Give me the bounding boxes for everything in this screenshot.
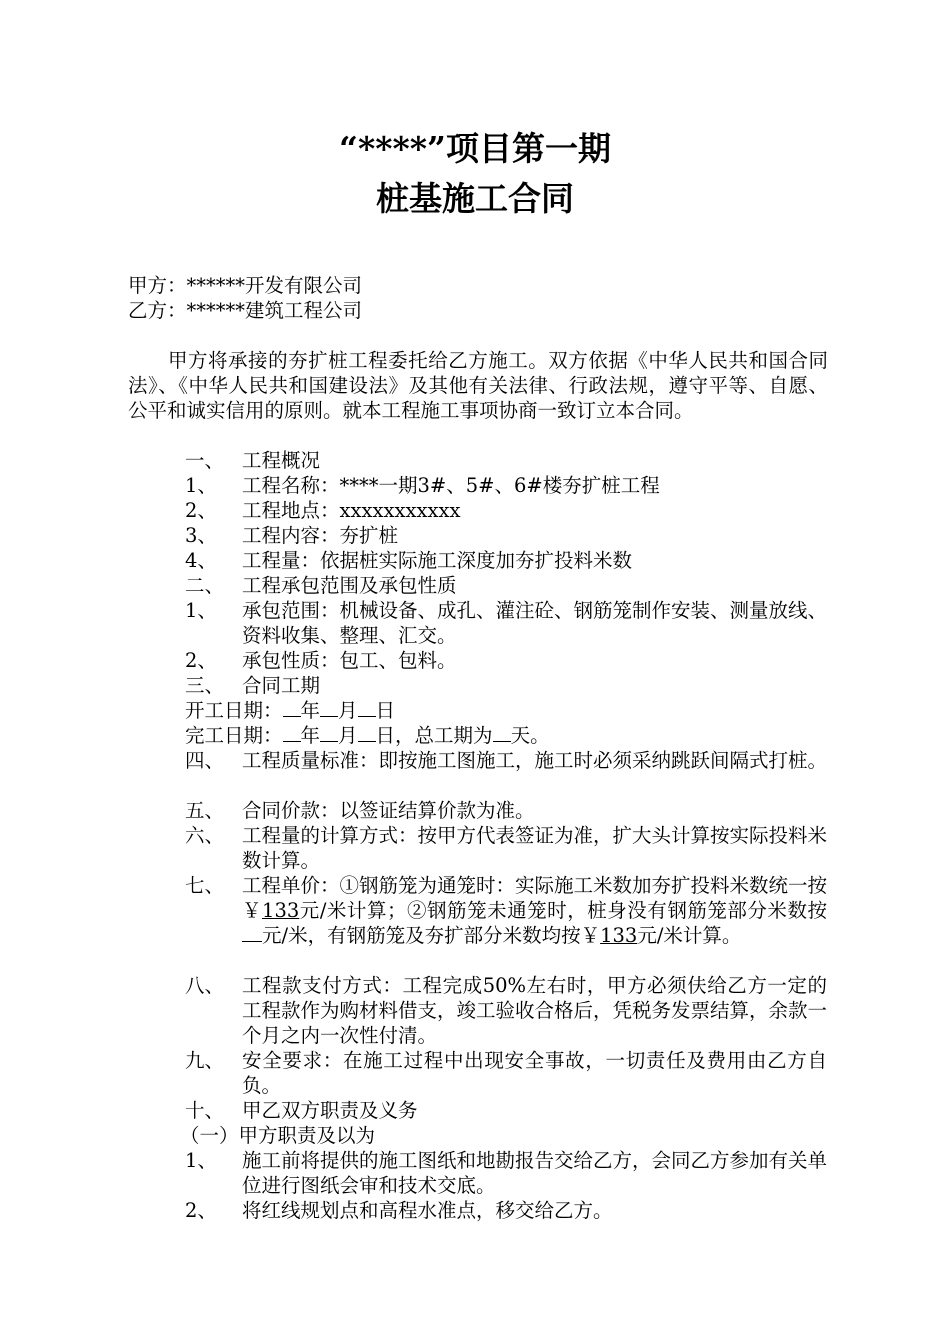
start-date-line	[185, 698, 395, 723]
month-label: 月	[338, 724, 358, 747]
days-label: 天。	[510, 724, 550, 747]
s1-item-text: 工程量：依据桩实际施工深度加夯扩投料米数	[242, 549, 633, 572]
s1-item-text: 工程名称：****一期3#、5#、6#楼夯扩桩工程	[242, 474, 660, 497]
s2-item-text: 承包范围：机械设备、成孔、灌注砼、钢筋笼制作安装、测量放线、资料收集、整理、汇交。	[242, 599, 828, 647]
unit-price-part-2: 元/米计算；②钢筋笼未通笼时，桩身没有钢筋笼部分米数按	[299, 899, 827, 922]
title-line-2: 桩基施工合同	[376, 179, 574, 218]
year-label: 年	[300, 699, 321, 722]
sub1-item-text: 将红线规划点和高程水准点，移交给乙方。	[242, 1199, 613, 1222]
end-month-blank	[320, 723, 338, 742]
subsection-1-heading: （一）甲方职责及以为	[180, 1124, 376, 1147]
sub1-item-text: 施工前将提供的施工图纸和地勘报告交给乙方，会同乙方参加有关单位进行图纸会审和技术交底。	[242, 1149, 828, 1197]
section-8-text: 工程款支付方式：工程完成50%左右时，甲方必须伕给乙方一定的工程款作为购材料借支，竣工验收合格后，凭税务发票结算，余款一个月之内一次性付清。	[242, 974, 828, 1047]
sub1-item-num: 1、	[185, 1149, 217, 1172]
section-5-text: 合同价款：以签证结算价款为准。	[242, 799, 535, 822]
unit-price-part-3: 元/米，有钢筋笼及夯扩部分米数均按￥	[262, 924, 601, 947]
section-6-num: 六、	[185, 824, 225, 847]
section-2-num: 二、	[185, 574, 225, 597]
title-line-1: “****”项目第一期	[339, 129, 611, 168]
section-10-num: 十、	[185, 1099, 225, 1122]
total-days-blank	[493, 723, 511, 742]
section-9-num: 九、	[185, 1049, 225, 1072]
section-7-text	[242, 873, 827, 948]
party-b: 乙方：******建筑工程公司	[128, 299, 363, 322]
unit-price-blank	[242, 923, 262, 942]
end-date-line	[185, 723, 550, 748]
s1-item-text: 工程地点：xxxxxxxxxxx	[242, 499, 461, 522]
month-label: 月	[338, 699, 358, 722]
year-label: 年	[300, 724, 321, 747]
section-6-text: 工程量的计算方式：按甲方代表签证为准，扩大头计算按实际投料米数计算。	[242, 824, 828, 872]
party-a: 甲方：******开发有限公司	[128, 274, 363, 297]
unit-price-part-4: 元/米计算。	[637, 924, 742, 947]
unit-price-part-1: 工程单价：①钢筋笼为通笼时：实际施工米数加夯扩投料米数统一按￥	[242, 874, 828, 922]
start-date-label: 开工日期：	[185, 699, 283, 722]
start-year-blank	[283, 698, 301, 717]
unit-price-1: 133	[262, 899, 300, 922]
section-5-num: 五、	[185, 799, 225, 822]
unit-price-2: 133	[600, 924, 638, 947]
s2-item-num: 2、	[185, 649, 217, 672]
section-2-heading: 工程承包范围及承包性质	[242, 574, 457, 597]
s1-item-text: 工程内容：夯扩桩	[242, 524, 399, 547]
section-3-num: 三、	[185, 674, 225, 697]
intro-paragraph: 甲方将承接的夯扩桩工程委托给乙方施工。双方依据《中华人民共和国合同法》、《中华人民共和国建设法》及其他有关法律、行政法规，遵守平等、自愿、公平和诚实信用的原则。就本工程施工事项协商一致订立本合同。	[128, 349, 828, 422]
day-label: 日	[375, 699, 396, 722]
section-10-heading: 甲乙双方职责及义务	[242, 1099, 418, 1122]
section-4-text: 工程质量标准：即按施工图施工，施工时必须采纳跳跃间隔式打桩。	[242, 749, 828, 772]
section-4-num: 四、	[185, 749, 225, 772]
start-month-blank	[320, 698, 338, 717]
section-8-num: 八、	[185, 974, 225, 997]
s1-item-num: 3、	[185, 524, 217, 547]
s1-item-num: 2、	[185, 499, 217, 522]
section-3-heading: 合同工期	[242, 674, 321, 697]
section-9-text: 安全要求：在施工过程中出现安全事故，一切责任及费用由乙方自负。	[242, 1049, 827, 1097]
s1-item-num: 1、	[185, 474, 217, 497]
end-year-blank	[283, 723, 301, 742]
section-1-heading: 工程概况	[242, 449, 321, 472]
end-date-label: 完工日期：	[185, 724, 283, 747]
section-7-num: 七、	[185, 874, 225, 897]
sub1-item-num: 2、	[185, 1199, 217, 1222]
s1-item-num: 4、	[185, 549, 217, 572]
section-1-num: 一、	[185, 449, 225, 472]
start-day-blank	[358, 698, 376, 717]
end-day-blank	[358, 723, 376, 742]
s2-item-text: 承包性质：包工、包料。	[242, 649, 457, 672]
total-duration-label: 日，总工期为	[375, 724, 493, 747]
s2-item-num: 1、	[185, 599, 217, 622]
